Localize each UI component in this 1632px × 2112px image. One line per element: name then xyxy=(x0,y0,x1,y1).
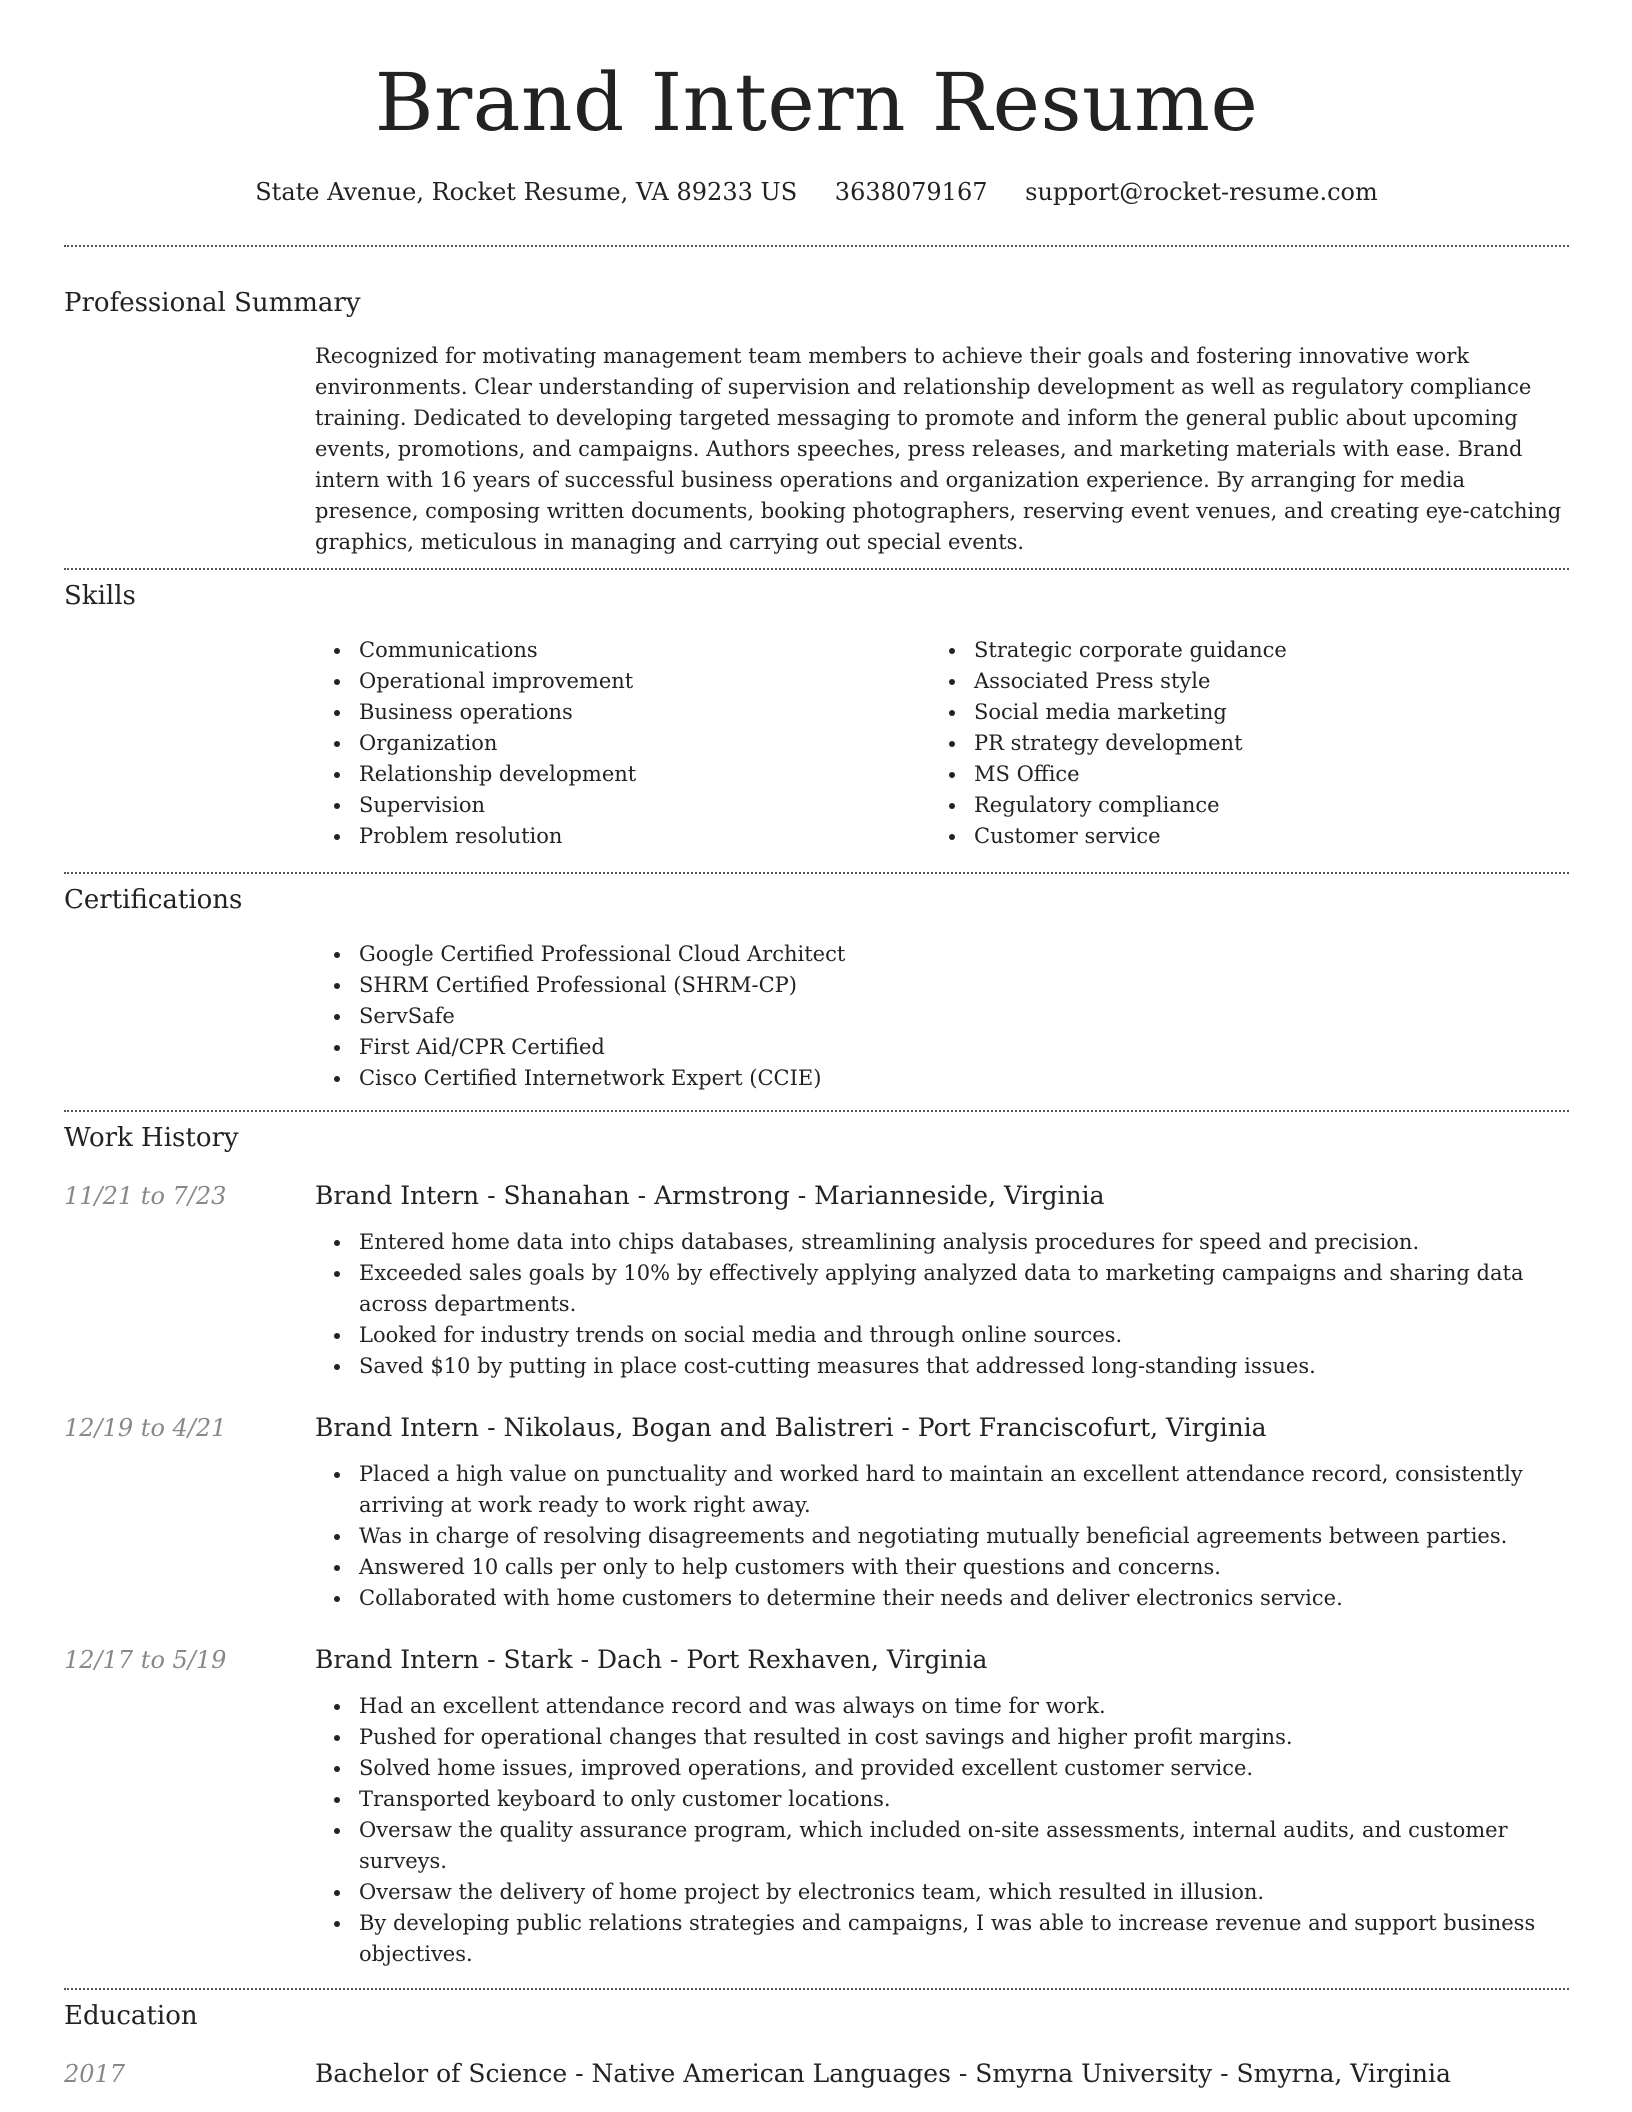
education-section xyxy=(64,2000,1569,2090)
certifications-heading: Certifications xyxy=(64,885,243,915)
skill-item: Operational improvement xyxy=(315,666,930,697)
divider xyxy=(64,1110,1569,1112)
skills-heading: Skills xyxy=(64,581,136,611)
education-heading: Education xyxy=(64,2001,198,2031)
job-bullet: Placed a high value on punctuality and worked hard to maintain an excellent attendance record, consistently arriving at work ready to work right away. xyxy=(315,1459,1569,1521)
divider xyxy=(64,872,1569,874)
contact-email: support@rocket-resume.com xyxy=(1025,178,1378,206)
divider xyxy=(64,568,1569,570)
skill-item: Supervision xyxy=(315,790,930,821)
job-bullet: Had an excellent attendance record and was always on time for work. xyxy=(315,1691,1569,1722)
resume-title: Brand Intern Resume xyxy=(374,56,1259,149)
certifications-section xyxy=(64,884,1569,1094)
job-dates: 12/17 to 5/19 xyxy=(64,1646,227,1674)
contact-address: State Avenue, Rocket Resume, VA 89233 US xyxy=(255,178,798,206)
job-details xyxy=(315,1180,1569,1382)
job-dates: 12/19 to 4/21 xyxy=(64,1414,227,1442)
skill-item: Customer service xyxy=(930,821,1545,852)
certifications-list xyxy=(315,939,1569,1094)
job-bullet: Collaborated with home customers to determine their needs and deliver electronics service. xyxy=(315,1583,1569,1614)
education-entry xyxy=(64,2058,1569,2090)
divider xyxy=(64,1988,1569,1990)
skill-item: Regulatory compliance xyxy=(930,790,1545,821)
job-bullet: Solved home issues, improved operations, and provided excellent customer service. xyxy=(315,1753,1569,1784)
divider xyxy=(64,245,1569,247)
skill-item: Strategic corporate guidance xyxy=(930,635,1545,666)
summary-text: Recognized for motivating management team members to achieve their goals and fostering innovative work environments. Clear understanding of supervision and relationship development as well as regulatory compliance training. Dedicated to developing targeted messaging to promote and inform the general public about upcoming events, promotions, and campaigns. Authors speeches, press releases, and marketing materials with ease. Brand intern with 16 years of successful business operations and organization experience. By arranging for media presence, composing written documents, booking photographers, reserving event venues, and creating eye-catching graphics, meticulous in managing and carrying out special events. xyxy=(315,344,1562,554)
job-title: Brand Intern - Shanahan - Armstrong - Marianneside, Virginia xyxy=(315,1181,1105,1210)
work-history-heading: Work History xyxy=(64,1123,239,1153)
certification-item: SHRM Certified Professional (SHRM-CP) xyxy=(315,970,1569,1001)
job-title: Brand Intern - Nikolaus, Bogan and Balistreri - Port Franciscofurt, Virginia xyxy=(315,1413,1267,1442)
job-bullet: Exceeded sales goals by 10% by effectively applying analyzed data to marketing campaigns and sharing data across departments. xyxy=(315,1258,1569,1320)
skill-item: Relationship development xyxy=(315,759,930,790)
job-details xyxy=(315,1412,1569,1614)
job-entry xyxy=(64,1180,1569,1382)
job-bullet: Transported keyboard to only customer locations. xyxy=(315,1784,1569,1815)
skills-list-left xyxy=(315,635,930,852)
skill-item: Organization xyxy=(315,728,930,759)
certification-item: Google Certified Professional Cloud Architect xyxy=(315,939,1569,970)
skill-item: Social media marketing xyxy=(930,697,1545,728)
contact-phone: 3638079167 xyxy=(834,178,988,206)
job-bullet: Was in charge of resolving disagreements and negotiating mutually beneficial agreements between parties. xyxy=(315,1521,1569,1552)
job-dates: 11/21 to 7/23 xyxy=(64,1182,227,1210)
skill-item: Business operations xyxy=(315,697,930,728)
job-bullets xyxy=(315,1227,1569,1382)
job-entry xyxy=(64,1644,1569,1970)
skills-grid xyxy=(315,635,1569,852)
education-details xyxy=(315,2058,1569,2090)
resume-page xyxy=(64,0,1569,2090)
job-bullet: Answered 10 calls per only to help customers with their questions and concerns. xyxy=(315,1552,1569,1583)
skill-item: PR strategy development xyxy=(930,728,1545,759)
job-title: Brand Intern - Stark - Dach - Port Rexhaven, Virginia xyxy=(315,1645,988,1674)
skill-item: Communications xyxy=(315,635,930,666)
job-entry xyxy=(64,1412,1569,1614)
job-bullet: By developing public relations strategies and campaigns, I was able to increase revenue and support business objectives. xyxy=(315,1908,1569,1970)
job-bullet: Entered home data into chips databases, streamlining analysis procedures for speed and precision. xyxy=(315,1227,1569,1258)
job-details xyxy=(315,1644,1569,1970)
job-bullets xyxy=(315,1459,1569,1614)
skills-list-right xyxy=(930,635,1545,852)
skill-item: MS Office xyxy=(930,759,1545,790)
skills-section xyxy=(64,580,1569,852)
summary-section xyxy=(64,287,1569,558)
job-bullet: Oversaw the delivery of home project by electronics team, which resulted in illusion. xyxy=(315,1877,1569,1908)
skill-item: Problem resolution xyxy=(315,821,930,852)
summary-heading: Professional Summary xyxy=(64,288,361,318)
certification-item: Cisco Certified Internetwork Expert (CCIE) xyxy=(315,1063,1569,1094)
certification-item: ServSafe xyxy=(315,1001,1569,1032)
job-bullet: Pushed for operational changes that resulted in cost savings and higher profit margins. xyxy=(315,1722,1569,1753)
skill-item: Associated Press style xyxy=(930,666,1545,697)
education-year: 2017 xyxy=(64,2060,126,2088)
certification-item: First Aid/CPR Certified xyxy=(315,1032,1569,1063)
contact-line xyxy=(64,177,1569,207)
job-bullet: Looked for industry trends on social media and through online sources. xyxy=(315,1320,1569,1351)
job-bullet: Oversaw the quality assurance program, which included on-site assessments, internal audits, and customer surveys. xyxy=(315,1815,1569,1877)
work-history-section xyxy=(64,1122,1569,1970)
job-bullet: Saved $10 by putting in place cost-cutting measures that addressed long-standing issues. xyxy=(315,1351,1569,1382)
job-bullets xyxy=(315,1691,1569,1970)
education-degree: Bachelor of Science - Native American Languages - Smyrna University - Smyrna, Virginia xyxy=(315,2059,1451,2088)
